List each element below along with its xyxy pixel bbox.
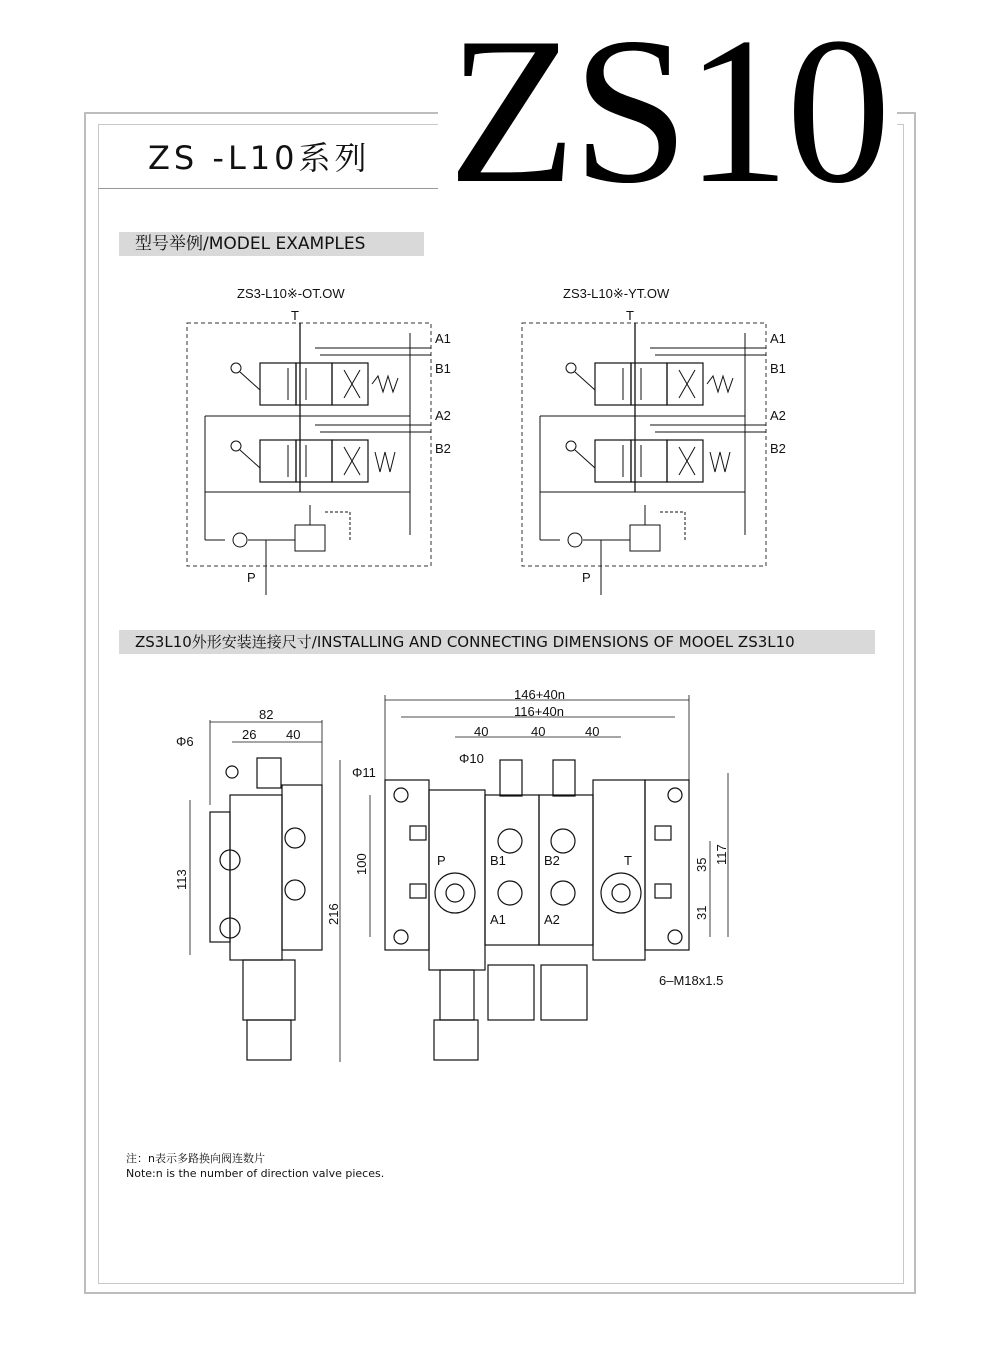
dim-35: 35 bbox=[694, 857, 709, 872]
note-en: Note:n is the number of direction valve pieces. bbox=[126, 1167, 385, 1180]
dim-100: 100 bbox=[354, 853, 369, 875]
dim-phi11: Φ11 bbox=[352, 765, 376, 780]
dim-31: 31 bbox=[694, 905, 709, 920]
dim-116-40n: 116+40n bbox=[514, 704, 565, 719]
dim-40-a: 40 bbox=[474, 724, 489, 739]
section-dimensions: ZS3L10外形安装连接尺寸/INSTALLING AND CONNECTING DIMENSIONS OF MOOEL ZS3L10 bbox=[119, 630, 875, 654]
model-label-right: ZS3-L10※-YT.OW bbox=[563, 286, 670, 301]
port-A1-right: A1 bbox=[770, 331, 786, 346]
series-title: ZS -L10系列 bbox=[148, 139, 371, 177]
dim-82: 82 bbox=[259, 707, 274, 722]
port-B1-front: B1 bbox=[490, 853, 506, 868]
port-B1-right: B1 bbox=[770, 361, 786, 376]
port-P-front: P bbox=[437, 853, 446, 868]
model-label-left: ZS3-L10※-OT.OW bbox=[237, 286, 345, 301]
port-A2-right: A2 bbox=[770, 408, 786, 423]
dim-113: 113 bbox=[174, 869, 189, 890]
port-P-right: P bbox=[582, 570, 591, 585]
dim-40-b: 40 bbox=[531, 724, 546, 739]
port-A2-front: A2 bbox=[544, 912, 560, 927]
note-cn: 注：n表示多路换向阀连数片 bbox=[126, 1152, 265, 1165]
dim-146-40n: 146+40n bbox=[514, 687, 565, 702]
dim-phi10: Φ10 bbox=[459, 751, 484, 766]
port-B2-left: B2 bbox=[435, 441, 451, 456]
port-B2-right: B2 bbox=[770, 441, 786, 456]
dim-40-side: 40 bbox=[286, 727, 301, 742]
port-B1-left: B1 bbox=[435, 361, 451, 376]
dim-thread: 6–M18x1.5 bbox=[659, 973, 724, 988]
port-P-left: P bbox=[247, 570, 256, 585]
side-view bbox=[190, 720, 340, 1062]
section-model-examples: 型号举例/MODEL EXAMPLES bbox=[119, 232, 424, 256]
port-B2-front: B2 bbox=[544, 853, 560, 868]
note bbox=[126, 1151, 384, 1181]
port-T-right: T bbox=[626, 308, 634, 323]
front-view bbox=[370, 695, 728, 1060]
port-A2-left: A2 bbox=[435, 408, 451, 423]
dim-117: 117 bbox=[714, 844, 729, 865]
big-title: ZS10 bbox=[438, 6, 897, 216]
dim-26: 26 bbox=[242, 727, 257, 742]
dim-216: 216 bbox=[326, 903, 341, 925]
port-A1-left: A1 bbox=[435, 331, 451, 346]
port-T-left: T bbox=[291, 308, 299, 323]
dim-phi6: Φ6 bbox=[176, 734, 194, 749]
port-T-front: T bbox=[624, 853, 632, 868]
dim-40-c: 40 bbox=[585, 724, 600, 739]
port-A1-front: A1 bbox=[490, 912, 506, 927]
